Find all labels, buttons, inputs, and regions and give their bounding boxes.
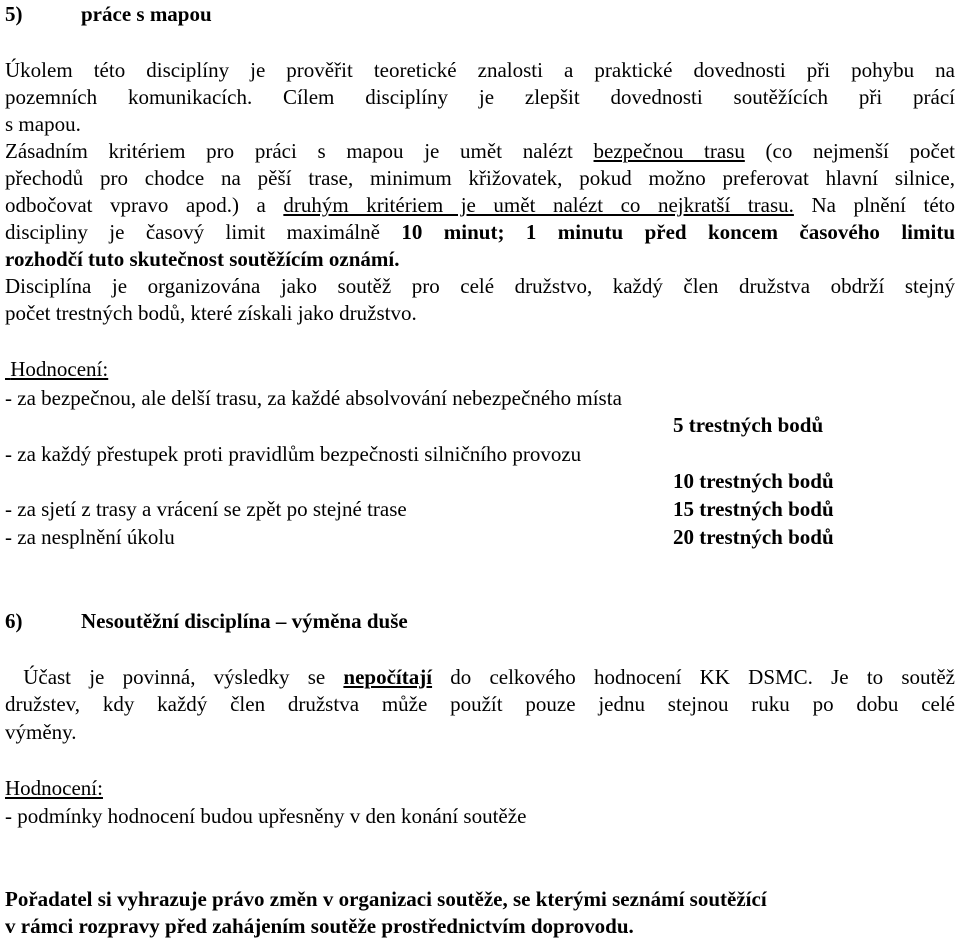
criteria-text: (co nejmenší počet bbox=[744, 139, 955, 163]
section-6-text: do celkového hodnocení KK DSMC. Je to soutěž bbox=[432, 665, 956, 689]
evaluation-item: - za sjetí z trasy a vrácení se zpět po stejné trase bbox=[5, 497, 407, 521]
criteria-text: Zásadním kritériem pro práci s mapou je umět nalézt bbox=[5, 139, 594, 163]
evaluation-points: 10 trestných bodů bbox=[673, 469, 834, 493]
intro-line-1: Úkolem této disciplíny je prověřit teoretické znalosti a praktické dovednosti při pohybu na bbox=[5, 58, 955, 82]
intro-line-3: s mapou. bbox=[5, 112, 81, 136]
shortest-route-underlined: druhým kritériem je umět nalézt co nejkratší trasu. bbox=[283, 193, 794, 217]
not-counted-emphasis: nepočítají bbox=[343, 665, 433, 689]
criteria-line-5: rozhodčí tuto skutečnost soutěžícím oznámí. bbox=[5, 247, 400, 271]
section-6-evaluation-heading: Hodnocení: bbox=[5, 776, 103, 800]
evaluation-item: - za nesplnění úkolu bbox=[5, 525, 175, 549]
organization-line-2: počet trestných bodů, které získali jako družstvo. bbox=[5, 301, 417, 325]
organization-line-1: Disciplína je organizována jako soutěž pro celé družstvo, každý člen družstva obdrží stejný bbox=[5, 274, 955, 298]
criteria-line-4 bbox=[5, 219, 955, 246]
intro-line-2: pozemních komunikacích. Cílem disciplíny je zlepšit dovednosti soutěžících při prácí bbox=[5, 85, 955, 109]
time-limit-bold: 10 minut; 1 minutu před koncem časového limitu bbox=[401, 220, 955, 244]
section-5-evaluation-heading bbox=[5, 356, 108, 383]
section-6-line-1 bbox=[5, 664, 955, 691]
criteria-line-3 bbox=[5, 192, 955, 219]
safe-route-underlined: bezpečnou trasu bbox=[593, 139, 745, 163]
section-5-number: 5) bbox=[5, 2, 23, 26]
criteria-text: discipliny je časový limit maximálně bbox=[5, 220, 402, 244]
evaluation-points: 15 trestných bodů bbox=[673, 497, 834, 521]
criteria-line-1 bbox=[5, 138, 955, 165]
section-5-heading bbox=[5, 1, 212, 28]
organizer-note-line-2: v rámci rozpravy před zahájením soutěže prostřednictvím doprovodu. bbox=[5, 914, 634, 938]
criteria-text: odbočovat vpravo apod.) a bbox=[5, 193, 284, 217]
section-6-text: Účast je povinná, výsledky se bbox=[23, 665, 344, 689]
evaluation-heading-text: Hodnocení: bbox=[10, 357, 109, 381]
section-6-evaluation-item: - podmínky hodnocení budou upřesněny v den konání soutěže bbox=[5, 804, 527, 828]
section-6-title: Nesoutěžní disciplína – výměna duše bbox=[81, 609, 408, 633]
organizer-note-line-1: Pořadatel si vyhrazuje právo změn v organizaci soutěže, se kterými seznámí soutěžící bbox=[5, 887, 767, 911]
section-6-number: 6) bbox=[5, 609, 23, 633]
section-6-heading bbox=[5, 608, 408, 635]
section-5-title: práce s mapou bbox=[81, 2, 212, 26]
section-6-line-2: družstev, kdy každý člen družstva může použít pouze jednu stejnou ruku po dobu celé bbox=[5, 692, 955, 716]
evaluation-points: 5 trestných bodů bbox=[673, 413, 824, 437]
section-6-line-3: výměny. bbox=[5, 720, 77, 744]
criteria-text: Na plnění této bbox=[793, 193, 955, 217]
evaluation-item: - za každý přestupek proti pravidlům bezpečnosti silničního provozu bbox=[5, 442, 582, 466]
evaluation-item: - za bezpečnou, ale delší trasu, za každé absolvování nebezpečného místa bbox=[5, 386, 622, 410]
evaluation-points: 20 trestných bodů bbox=[673, 525, 834, 549]
criteria-line-2: přechodů pro chodce na pěší trase, minimum křižovatek, pokud možno preferovat hlavní silnice, bbox=[5, 166, 955, 190]
